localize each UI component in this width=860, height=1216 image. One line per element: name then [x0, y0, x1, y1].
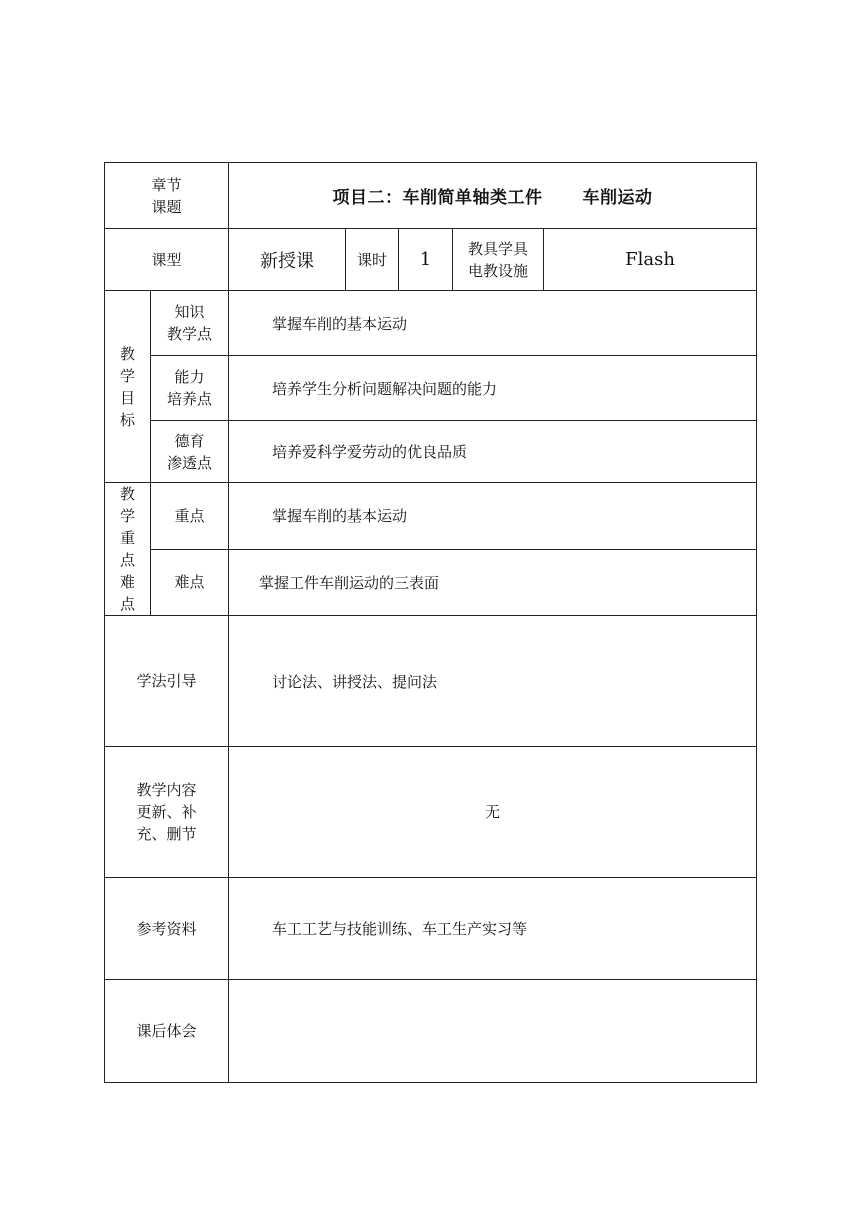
- moral-label: [151, 421, 229, 483]
- ability-label: [151, 356, 229, 421]
- key-points-group-char: 重: [119, 529, 135, 547]
- knowledge-label-line1: 知识: [174, 303, 205, 321]
- objectives-group-char: 目: [119, 388, 135, 407]
- key-points-group-char: 难: [119, 573, 135, 591]
- objective-knowledge-row: [105, 291, 757, 356]
- objectives-group-label: [105, 291, 151, 483]
- key-points-group-label: [105, 483, 151, 616]
- knowledge-text: 掌握车削的基本运动: [229, 291, 757, 356]
- lesson-plan-table: [104, 162, 757, 1083]
- project-title: 项目二：车削简单轴类工件: [332, 188, 543, 208]
- chapter-label-cell: [105, 163, 229, 229]
- knowledge-label-line2: 教学点: [167, 325, 213, 343]
- content-update-row: [105, 747, 757, 878]
- references-label: 参考资料: [105, 878, 229, 980]
- ability-label-line1: 能力: [174, 368, 205, 386]
- chapter-label-line2: 课题: [151, 197, 182, 216]
- key-points-group-char: 点: [119, 595, 135, 613]
- reflection-row: [105, 980, 757, 1083]
- lesson-hours-value: 1: [399, 229, 453, 291]
- objectives-group-char: 教: [119, 344, 135, 363]
- ability-text: 培养学生分析问题解决问题的能力: [229, 356, 757, 421]
- reflection-label: 课后体会: [105, 980, 229, 1083]
- chapter-row: [105, 163, 757, 229]
- content-update-label-line3: 充、删节: [136, 825, 197, 843]
- moral-label-line1: 德育: [174, 431, 205, 450]
- moral-label-line2: 渗透点: [167, 453, 213, 472]
- chapter-title-cell: [229, 163, 757, 229]
- difficulty-label: 难点: [151, 549, 229, 616]
- objectives-group-char: 学: [119, 366, 135, 385]
- lesson-type-label: 课型: [105, 229, 229, 291]
- method-text: 讨论法、讲授法、提问法: [229, 616, 757, 747]
- teaching-aids-label-line1: 教具学具: [468, 239, 529, 258]
- method-label: 学法引导: [105, 616, 229, 747]
- reflection-text: [229, 980, 757, 1083]
- chapter-label-line1: 章节: [151, 175, 182, 194]
- key-difficulty-row: [105, 549, 757, 616]
- key-points-group-char: 点: [119, 551, 135, 569]
- content-update-label-line1: 教学内容: [136, 781, 197, 799]
- key-points-group-char: 教: [119, 485, 135, 503]
- objective-moral-row: [105, 421, 757, 483]
- references-row: [105, 878, 757, 980]
- topic-title: 车削运动: [582, 188, 653, 208]
- method-row: [105, 616, 757, 747]
- content-update-text: 无: [229, 747, 757, 878]
- teaching-aids-label-line2: 电教设施: [468, 261, 529, 280]
- content-update-label-line2: 更新、补: [136, 803, 197, 821]
- teaching-aids-value: Flash: [544, 229, 757, 291]
- lesson-type-row: [105, 229, 757, 291]
- ability-label-line2: 培养点: [167, 390, 213, 408]
- knowledge-label: [151, 291, 229, 356]
- difficulty-text: 掌握工件车削运动的三表面: [229, 549, 757, 616]
- objectives-group-char: 标: [119, 410, 135, 429]
- focus-label: 重点: [151, 483, 229, 550]
- lesson-type-value: 新授课: [229, 229, 346, 291]
- moral-text: 培养爱科学爱劳动的优良品质: [229, 421, 757, 483]
- lesson-hours-label: 课时: [346, 229, 399, 291]
- key-focus-row: [105, 483, 757, 550]
- teaching-aids-label: [453, 229, 544, 291]
- key-points-group-char: 学: [119, 507, 135, 525]
- content-update-label: [105, 747, 229, 878]
- objective-ability-row: [105, 356, 757, 421]
- focus-text: 掌握车削的基本运动: [229, 483, 757, 550]
- references-text: 车工工艺与技能训练、车工生产实习等: [229, 878, 757, 980]
